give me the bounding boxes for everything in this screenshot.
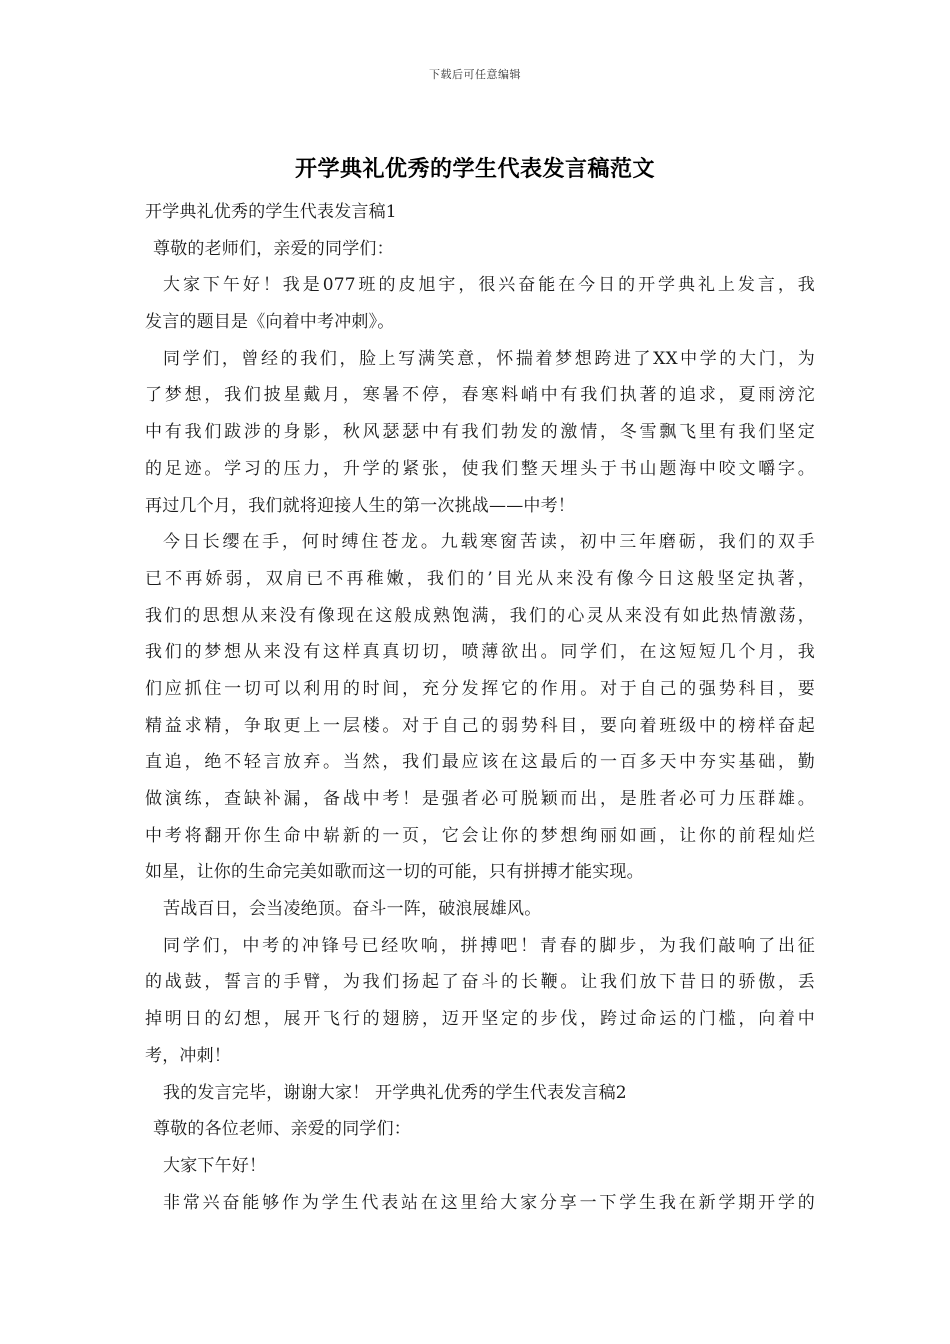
document-body (145, 194, 815, 1221)
body-line: 我们的思想从来没有像现在这般成熟饱满，我们的心灵从来没有如此热情激荡， (145, 605, 815, 626)
document-title: 开学典礼优秀的学生代表发言稿范文 (294, 156, 655, 182)
body-line: 已不再娇弱，双肩已不再稚嫩，我们的’目光从来没有像今日这般坚定执著， (145, 568, 815, 589)
body-line: 的战鼓，誓言的手臂，为我们扬起了奋斗的长鞭。让我们放下昔日的骄傲，丢 (145, 972, 815, 993)
body-line: 了梦想，我们披星戴月，寒暑不停，春寒料峭中有我们执著的追求，夏雨滂沱 (145, 385, 815, 406)
body-line: 中考将翻开你生命中崭新的一页，它会让你的梦想绚丽如画，让你的前程灿烂 (145, 825, 815, 846)
body-line: 开学典礼优秀的学生代表发言稿1 (145, 202, 397, 222)
body-line: 的足迹。学习的压力，升学的紧张，使我们整天埋头于书山题海中咬文嚼字。 (145, 458, 815, 479)
body-line: 发言的题目是《向着中考冲刺》。 (145, 312, 395, 333)
body-line: 直追，绝不轻言放弃。当然，我们最应该在这最后的一百多天中夯实基础，勤 (145, 752, 815, 773)
body-line: 掉明日的幻想，展开飞行的翅膀，迈开坚定的步伐，跨过命运的门槛，向着中 (145, 1009, 815, 1030)
body-line: 中有我们跋涉的身影，秋风瑟瑟中有我们勃发的激情，冬雪飘飞里有我们坚定 (145, 422, 815, 443)
body-line: 同学们，曾经的我们，脸上写满笑意，怀揣着梦想跨进了XX中学的大门，为 (163, 348, 815, 369)
body-line: 我的发言完毕，谢谢大家！ 开学典礼优秀的学生代表发言稿2 (163, 1082, 627, 1103)
body-line: 做演练，查缺补漏，备战中考！是强者必可脱颖而出，是胜者必可力压群雄。 (145, 789, 815, 809)
body-line: 大家下午好！我是077班的皮旭宇，很兴奋能在今日的开学典礼上发言，我 (163, 275, 815, 296)
body-line: 同学们，中考的冲锋号已经吹响，拼搏吧！青春的脚步，为我们敲响了出征 (163, 935, 815, 956)
header-note: 下载后可任意编辑 (429, 68, 521, 81)
body-line: 考，冲刺！ (145, 1045, 231, 1066)
body-line: 尊敬的老师们，亲爱的同学们： (153, 238, 394, 259)
body-line: 如星，让你的生命完美如歌而这一切的可能，只有拼搏才能实现。 (145, 862, 644, 883)
body-line: 今日长缨在手，何时缚住苍龙。九载寒窗苦读，初中三年磨砺，我们的双手 (163, 532, 815, 553)
body-line: 我们的梦想从来没有这样真真切切，喷薄欲出。同学们，在这短短几个月，我 (145, 642, 815, 663)
body-line: 再过几个月，我们就将迎接人生的第一次挑战——中考！ (145, 495, 575, 516)
body-line: 们应抓住一切可以利用的时间，充分发挥它的作用。对于自己的强势科目，要 (145, 678, 815, 699)
body-line: 大家下午好！ (163, 1155, 267, 1176)
body-line: 非常兴奋能够作为学生代表站在这里给大家分享一下学生我在新学期开学的 (163, 1192, 815, 1213)
body-line: 苦战百日，会当凌绝顶。奋斗一阵，破浪展雄风。 (163, 899, 542, 920)
body-line: 精益求精，争取更上一层楼。对于自己的弱势科目，要向着班级中的榜样奋起 (145, 715, 815, 736)
body-line: 尊敬的各位老师、亲爱的同学们： (153, 1119, 411, 1140)
